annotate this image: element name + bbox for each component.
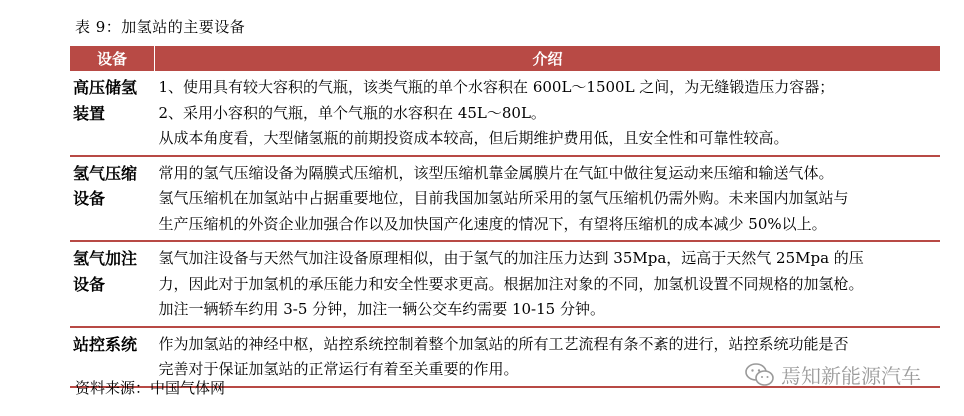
watermark bbox=[745, 360, 921, 389]
equipment-name: 氢气加注 设备 bbox=[70, 241, 155, 327]
table-row bbox=[70, 241, 940, 327]
table-row bbox=[70, 71, 940, 156]
equipment-description: 1、使用具有较大容积的气瓶，该类气瓶的单个水容积在 600L～1500L 之间，为无缝锻造压力容器； 2、采用小容积的气瓶，单个气瓶的水容积在 45L～80L。 从成本角度看，大型储氢瓶的前期投资成本较高，但后期维护费用低，且安全性和可靠性较高。 bbox=[155, 71, 941, 156]
table-header-row bbox=[70, 46, 940, 71]
equipment-description: 作为加氢站的神经中枢，站控系统控制着整个加氢站的所有工艺流程有条不紊的进行，站控系统功能是否 完善对于保证加氢站的正常运行有着至关重要的作用。 bbox=[155, 327, 941, 387]
header-equipment: 设备 bbox=[70, 46, 155, 71]
equipment-table bbox=[70, 46, 940, 388]
equipment-description: 氢气加注设备与天然气加注设备原理相似，由于氢气的加注压力达到 35Mpa，远高于天然气 25Mpa 的压 力，因此对于加氢机的承压能力和安全性要求更高。根据加注对象的不同，加氢机设置不同规格的加氢枪。 加注一辆轿车约用 3-5 分钟，加注一辆公交车约需要 10-15 分钟。 bbox=[155, 241, 941, 327]
equipment-name: 高压储氢 装置 bbox=[70, 71, 155, 156]
wechat-icon bbox=[745, 362, 775, 388]
equipment-description: 常用的氢气压缩设备为隔膜式压缩机，该型压缩机靠金属膜片在气缸中做往复运动来压缩和输送气体。 氢气压缩机在加氢站中占据重要地位，目前我国加氢站所采用的氢气压缩机仍需外购。未来国内加氢站与 生产压缩机的外资企业加强合作以及加快国产化速度的情况下，有望将压缩机的成本减少 50%以上。 bbox=[155, 156, 941, 242]
watermark-text: 焉知新能源汽车 bbox=[781, 364, 921, 388]
equipment-name: 氢气压缩 设备 bbox=[70, 156, 155, 242]
table-row bbox=[70, 156, 940, 242]
header-introduction: 介绍 bbox=[155, 46, 941, 71]
source-note: 资料来源：中国气体网 bbox=[75, 379, 226, 397]
equipment-name: 站控系统 bbox=[70, 327, 155, 387]
table-caption: 表 9：加氢站的主要设备 bbox=[75, 18, 246, 36]
